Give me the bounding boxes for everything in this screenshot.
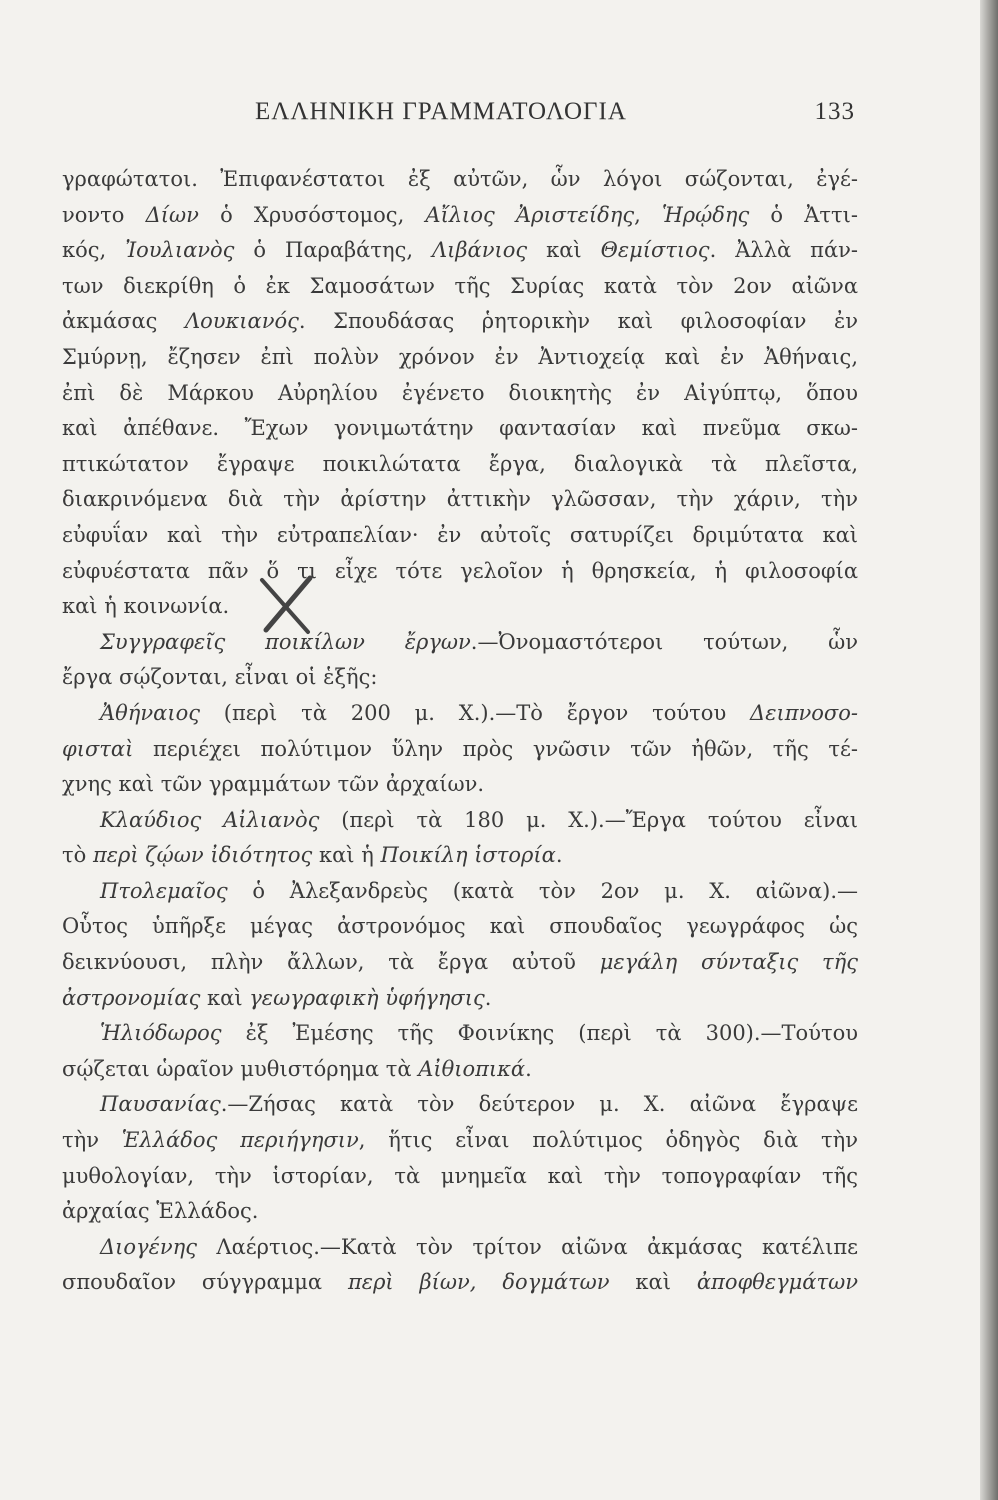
text-run: ἐξ Ἐμέσης τῆς Φοινίκης (περὶ τὰ 300).—Τούτου [221, 1021, 858, 1046]
text-run: ὁ Ἀττι- [749, 202, 858, 227]
text-run: .—Ζήσας κατὰ τὸν δεύτερον μ. Χ. αἰῶνα ἔγραψε [220, 1092, 858, 1117]
text-run: χνης καὶ τῶν γραμμάτων τῶν ἀρχαίων. [62, 772, 485, 797]
text-line [62, 1265, 858, 1301]
text-run: μυθολογίαν, τὴν ἱστορίαν, τὰ μνημεῖα καὶ τὴν τοπογραφίαν τῆς [62, 1163, 858, 1188]
text-run: νοντο [62, 202, 146, 227]
text-run: γραφώτατοι. Ἐπιφανέστατοι ἐξ αὐτῶν, ὧν λόγοι σώζονται, ἐγέ- [62, 167, 858, 191]
text-run: περιέχει πολύτιμον ὕλην πρὸς γνῶσιν τῶν ἠθῶν, τῆς τέ- [133, 736, 858, 761]
text-line [62, 1016, 858, 1052]
text-line [62, 1194, 858, 1230]
text-run: σῴζεται ὡραῖον μυθιστόρημα τὰ [62, 1056, 419, 1081]
italic-text: Συγγραφεῖς ποικίλων ἔργων [100, 629, 471, 654]
italic-text: περὶ ζῴων ἰδιότητος [92, 843, 313, 868]
text-run: κός, [62, 238, 126, 263]
italic-text: περὶ βίων, δογμάτων [348, 1270, 610, 1295]
running-title: ΕΛΛΗΝΙΚΗ ΓΡΑΜΜΑΤΟΛΟΓΙΑ [255, 98, 627, 125]
text-run: καὶ [200, 985, 250, 1010]
italic-text: Ποικίλη ἱστορία [380, 843, 556, 868]
italic-text: φισταὶ [62, 736, 134, 761]
text-run: (περὶ τὰ 180 μ. Χ.).—Ἔργα τούτου εἶναι [319, 807, 859, 832]
text-run: των διεκρίθη ὁ ἐκ Σαμοσάτων τῆς Συρίας κατὰ τὸν 2ον αἰῶνα [62, 273, 858, 298]
text-run: . Ἀλλὰ πάν- [709, 238, 859, 263]
italic-text: Παυσανίας [100, 1092, 221, 1117]
italic-text: Λιβάνιος [431, 238, 528, 263]
text-line [62, 1123, 858, 1159]
body-text [62, 162, 858, 1301]
text-run: διακρινόμενα διὰ τὴν ἀρίστην ἀττικὴν γλῶσσαν, τὴν χάριν, τὴν [62, 487, 858, 512]
text-run: .—Ὀνομαστότεροι τούτων, ὧν [470, 629, 858, 654]
text-run: τὴν [62, 1128, 122, 1153]
text-line [62, 660, 858, 696]
text-line [62, 732, 858, 768]
text-line [62, 1159, 858, 1195]
text-run: καὶ ἡ κοινωνία. [62, 594, 230, 619]
page-edge-shadow [980, 0, 998, 1500]
text-run: ἐπὶ δὲ Μάρκου Αὐρηλίου ἐγένετο διοικητὴς ἐν Αἰγύπτῳ, ὅπου [62, 380, 858, 405]
text-line [62, 340, 858, 376]
italic-text: Κλαύδιος Αἰλιανὸς [100, 807, 320, 832]
text-run: . [555, 843, 563, 868]
italic-text: Ἡλιόδωρος [100, 1021, 222, 1046]
italic-text: Διογένης [100, 1234, 197, 1259]
text-run: . Σπουδάσας ῥητορικὴν καὶ φιλοσοφίαν ἐν [298, 309, 858, 334]
text-run: . [484, 985, 492, 1010]
text-run: δεικνύουσι, πλὴν ἄλλων, τὰ ἔργα αὐτοῦ [62, 950, 600, 975]
text-run: καὶ [609, 1270, 697, 1295]
text-run: , [634, 202, 662, 227]
page-number: 133 [814, 98, 855, 125]
text-run: καὶ [527, 238, 601, 263]
pencil-cross-mark [256, 574, 316, 636]
text-line [62, 803, 858, 839]
italic-text: Ἰουλιανὸς [125, 238, 235, 263]
italic-text: μεγάλη σύνταξις τῆς [599, 950, 858, 975]
text-line [62, 411, 858, 447]
italic-text: Ἀθήναιος [100, 700, 200, 725]
italic-text: Ἑλλάδος περιήγησιν [121, 1128, 359, 1153]
text-line [62, 162, 858, 198]
running-header [255, 98, 855, 126]
text-run: εὐφυΐαν καὶ τὴν εὐτραπελίαν· ἐν αὐτοῖς σατυρίζει δριμύτατα καὶ [62, 522, 858, 547]
text-line [62, 838, 858, 874]
text-line [62, 909, 858, 945]
text-run: . [525, 1056, 532, 1081]
text-run: Λαέρτιος.—Κατὰ τὸν τρίτον αἰῶνα ἀκμάσας κατέλιπε [196, 1234, 858, 1259]
italic-text: Πτολεμαῖος [100, 878, 228, 903]
italic-text: Αἴλιος Ἀριστείδης [425, 202, 635, 227]
text-line [62, 981, 858, 1017]
text-line [62, 625, 858, 661]
text-run: ὁ Χρυσόστομος, [198, 202, 426, 227]
italic-text: Αἰθιοπικά [418, 1056, 526, 1081]
text-run: σπουδαῖον σύγγραμμα [62, 1270, 348, 1295]
italic-text: Θεμίστιος [600, 238, 710, 263]
text-line [62, 589, 858, 625]
text-run: πτικώτατον ἔγραψε ποικιλώτατα ἔργα, διαλογικὰ τὰ πλεῖστα, [62, 451, 858, 476]
italic-text: ἀστρονομίας [62, 985, 201, 1010]
text-line [62, 767, 858, 803]
text-line [62, 376, 858, 412]
text-run: εὐφυέστατα πᾶν ὅ τι εἶχε τότε γελοῖον ἡ θρησκεία, ἡ φιλοσοφία [62, 558, 858, 583]
text-run: Οὗτος ὑπῆρξε μέγας ἀστρονόμος καὶ σπουδαῖος γεωγράφος ὡς [62, 914, 858, 939]
text-run: (περὶ τὰ 200 μ. Χ.).—Τὸ ἔργον τούτου [199, 700, 751, 725]
text-line [62, 1052, 858, 1088]
text-line [62, 304, 858, 340]
text-line [62, 1230, 858, 1266]
text-run: τὸ [62, 843, 93, 868]
text-run: ἀκμάσας [62, 309, 185, 334]
text-line [62, 447, 858, 483]
italic-text: Δίων [145, 202, 199, 227]
text-line [62, 482, 858, 518]
text-run: Σμύρνῃ, ἔζησεν ἐπὶ πολὺν χρόνον ἐν Ἀντιοχείᾳ καὶ ἐν Ἀθήναις, [62, 344, 858, 369]
text-line [62, 696, 858, 732]
text-run: ὁ Παραβάτης, [234, 238, 432, 263]
italic-text: γεωγραφικὴ ὑφήγησις [249, 985, 485, 1010]
text-line [62, 874, 858, 910]
text-line [62, 233, 858, 269]
text-run: ὁ Ἀλεξανδρεὺς (κατὰ τὸν 2ον μ. Χ. αἰῶνα).— [227, 878, 858, 903]
italic-text: Λουκιανός [184, 309, 299, 334]
text-line [62, 1087, 858, 1123]
italic-text: ἀποφθεγμάτων [696, 1270, 858, 1295]
italic-text: Ἡρῴδης [661, 202, 750, 227]
text-run: ἔργα σῴζονται, εἶναι οἱ ἑξῆς: [62, 665, 378, 690]
text-run: καὶ ἡ [312, 843, 381, 868]
text-run: ἀρχαίας Ἑλλάδος. [62, 1199, 259, 1224]
text-run: καὶ ἀπέθανε. Ἔχων γονιμωτάτην φαντασίαν καὶ πνεῦμα σκω- [62, 416, 858, 441]
text-line [62, 198, 858, 234]
text-line [62, 554, 858, 590]
italic-text: Δειπνοσο- [750, 700, 858, 725]
text-line [62, 945, 858, 981]
text-line [62, 518, 858, 554]
text-line [62, 269, 858, 305]
text-run: , ἥτις εἶναι πολύτιμος ὁδηγὸς διὰ τὴν [358, 1128, 858, 1153]
